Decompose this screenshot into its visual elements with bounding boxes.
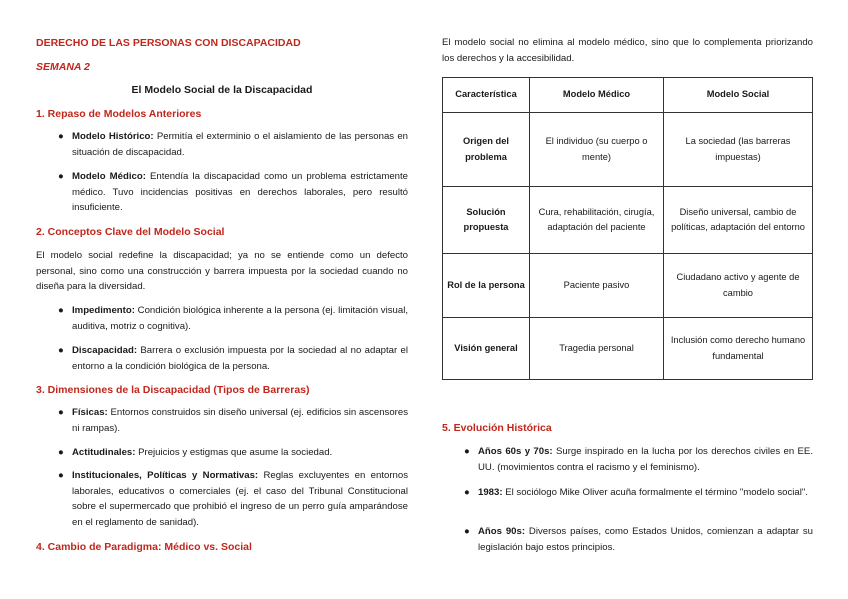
list-item: ● Años 90s: Diversos países, como Estados Unidos, comienzan a adaptar su legislación bajo estos principios. xyxy=(464,526,813,553)
document-title: DERECHO DE LAS PERSONAS CON DISCAPACIDAD xyxy=(36,37,301,49)
bullet-icon: ● xyxy=(58,345,64,356)
table-cell: Paciente pasivo xyxy=(530,254,664,318)
table-cell: La sociedad (las barreras impuestas) xyxy=(664,113,813,187)
table-cell: Cura, rehabilitación, cirugía, adaptación del paciente xyxy=(530,187,664,254)
table-row-label: Solución propuesta xyxy=(443,187,530,254)
section-2-intro: El modelo social redefine la discapacidad; ya no se entiende como un defecto personal, sino como una construcción y barrera impuesta por la sociedad cuando no diseña para la diversidad. xyxy=(36,250,408,292)
bullet-icon: ● xyxy=(58,305,64,316)
table-header-cell: Característica xyxy=(443,78,530,113)
bullet-icon: ● xyxy=(464,487,470,498)
bullet-icon: ● xyxy=(58,407,64,418)
list-item: ● Institucionales, Políticas y Normativas: Reglas excluyentes en entornos laborales, educativos o comerciales (ej. el caso del Tribunal Constitucional sobre el supermercado que prohibió el ingreso de un perro guía amparándose en el reglamento de sanidad). xyxy=(58,470,408,528)
table-cell: Inclusión como derecho humano fundamental xyxy=(664,318,813,380)
section-1-heading: 1. Repaso de Modelos Anteriores xyxy=(36,108,202,120)
table-row xyxy=(443,254,813,318)
table-cell: Diseño universal, cambio de políticas, adaptación del entorno xyxy=(664,187,813,254)
topic-title: El Modelo Social de la Discapacidad xyxy=(131,84,313,96)
bullet-icon: ● xyxy=(58,470,64,481)
table-row-label: Rol de la persona xyxy=(443,254,530,318)
section-5-heading: 5. Evolución Histórica xyxy=(442,422,552,434)
week-label: SEMANA 2 xyxy=(36,61,90,73)
table-cell: Ciudadano activo y agente de cambio xyxy=(664,254,813,318)
table-header-cell: Modelo Social xyxy=(664,78,813,113)
bullet-icon: ● xyxy=(58,447,64,458)
table-row-label: Origen del problema xyxy=(443,113,530,187)
list-item: ● Actitudinales: Prejuicios y estigmas que asume la sociedad. xyxy=(58,445,408,461)
section-3-heading: 3. Dimensiones de la Discapacidad (Tipos de Barreras) xyxy=(36,384,310,396)
list-item: ● Modelo Médico: Entendía la discapacidad como un problema estrictamente médico. Tuvo incidencias positivas en derechos laborales, pero resultó insuficiente. xyxy=(58,171,409,213)
table-header-cell: Modelo Médico xyxy=(530,78,664,113)
section-2-heading: 2. Conceptos Clave del Modelo Social xyxy=(36,226,225,238)
list-item: ● 1983: El sociólogo Mike Oliver acuña formalmente el término "modelo social". xyxy=(464,485,813,501)
section-4-heading: 4. Cambio de Paradigma: Médico vs. Social xyxy=(36,541,252,553)
bullet-icon: ● xyxy=(58,131,64,142)
table-row-label: Visión general xyxy=(443,318,530,380)
list-item: ● Físicas: Entornos construidos sin diseño universal (ej. edificios sin ascensores ni rampas). xyxy=(58,407,408,434)
bullet-icon: ● xyxy=(464,446,470,457)
table-header-row xyxy=(443,78,813,113)
table-row xyxy=(443,113,813,187)
bullet-icon: ● xyxy=(58,171,64,182)
list-item: ● Años 60s y 70s: Surge inspirado en la lucha por los derechos civiles en EE. UU. (movimientos contra el racismo y el feminismo). xyxy=(464,446,813,473)
comparison-intro: El modelo social no elimina al modelo médico, sino que lo complementa priorizando los derechos y la accesibilidad. xyxy=(442,37,813,64)
comparison-table xyxy=(442,77,813,380)
bullet-icon: ● xyxy=(464,526,470,537)
table-cell: Tragedia personal xyxy=(530,318,664,380)
list-item: ● Impedimento: Condición biológica inherente a la persona (ej. limitación visual, auditiva, motriz o cognitiva). xyxy=(58,305,408,332)
list-item: ● Discapacidad: Barrera o exclusión impuesta por la sociedad al no adaptar el entorno a la condición biológica de la persona. xyxy=(58,345,408,372)
table-cell: El individuo (su cuerpo o mente) xyxy=(530,113,664,187)
list-item: ● Modelo Histórico: Permitía el exterminio o el aislamiento de las personas en situación de discapacidad. xyxy=(58,131,409,158)
table-row xyxy=(443,187,813,254)
table-row xyxy=(443,318,813,380)
